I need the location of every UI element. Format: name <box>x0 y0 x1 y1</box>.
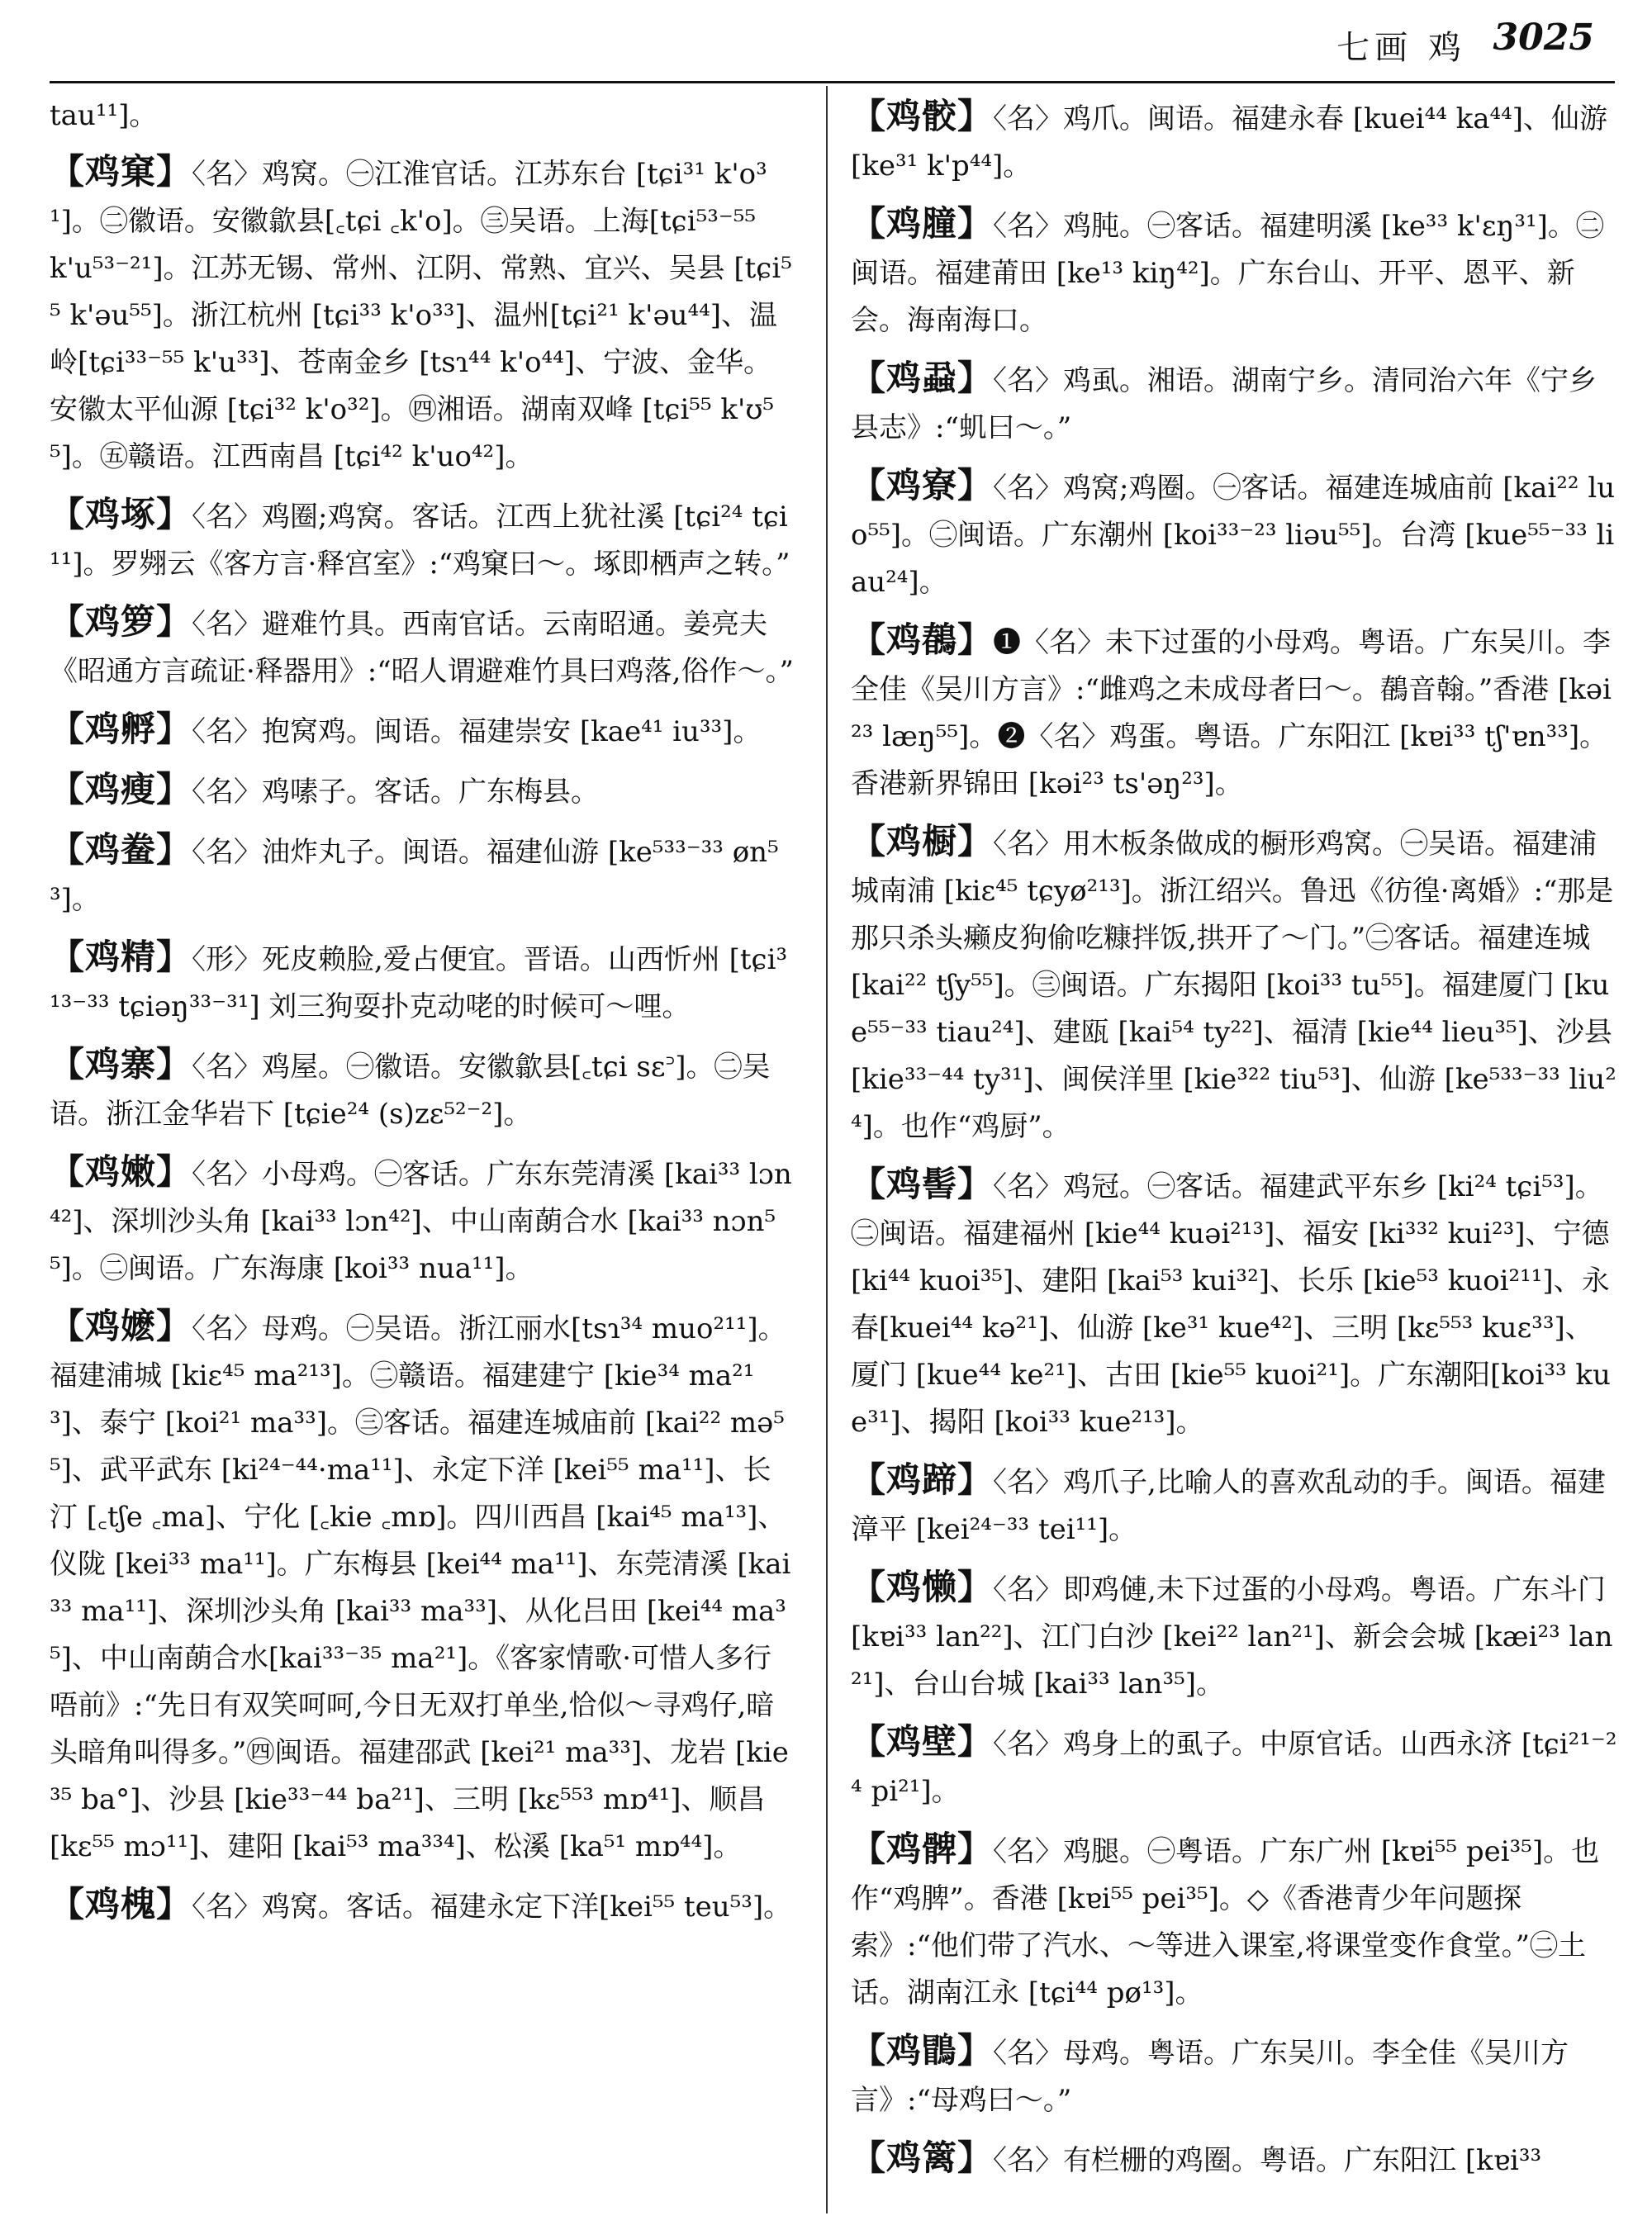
dictionary-entry <box>50 1041 795 1138</box>
entry-headword: 【鸡𪃑】 <box>851 2030 994 2071</box>
dictionary-entry <box>851 1160 1621 1446</box>
entry-headword: 【鸡窠】 <box>50 151 192 192</box>
entry-definition: 〈名〉母鸡。粤语。广东吴川。李全佳《吴川方言》:“母鸡曰～。” <box>851 2037 1569 2117</box>
header-rule <box>50 81 1615 83</box>
entry-headword: 【鸡嬷】 <box>50 1306 192 1346</box>
entry-definition: 〈名〉即鸡僆,未下过蛋的小母鸡。粤语。广东斗门 [kɐi³³ lan²²]、江门白沙 [kei²² lan²¹]、新会会城 [kæi²³ lan²¹]、台山台城 [kai³³ lan³⁵]。 <box>851 1573 1613 1701</box>
entry-definition: 〈名〉抱窝鸡。闽语。福建崇安 [kae⁴¹ iu³³]。 <box>192 715 762 748</box>
right-column <box>851 93 1621 2213</box>
dictionary-entry <box>851 2027 1621 2124</box>
entry-definition: 〈名〉避难竹具。西南官话。云南昭通。姜亮夫《昭通方言疏证·释器用》:“昭人谓避难竹具曰鸡落,俗作～。” <box>50 608 794 688</box>
entry-definition: 〈名〉鸡窝。客话。福建永定下洋[kei⁵⁵ teu⁵³]。 <box>192 1891 792 1924</box>
left-column <box>50 93 795 2213</box>
entry-definition: 〈名〉用木板条做成的橱形鸡窝。㊀吴语。福建浦城南浦 [kiɛ⁴⁵ tɕyø²¹³]。浙江绍兴。鲁迅《彷徨·离婚》:“那是那只杀头癞皮狗偷吃糠拌饭,拱开了～门。”㊁客话。福建连城 [kai²² tʃy⁵⁵]。㊂闽语。广东揭阳 [koi³³ tu⁵⁵]。福建厦门 [kue⁵⁵⁻³³ tiau²⁴]、建瓯 [kai⁵⁴ ty²²]、福清 [kie⁴⁴ lieu³⁵]、沙县 [kie³³⁻⁴⁴ ty³¹]、闽侯洋里 [kie³²² tiu⁵³]、仙游 [ke⁵³³⁻³³ liu²⁴]。也作“鸡厨”。 <box>851 828 1616 1143</box>
entry-headword: 【鸡蝨】 <box>851 358 994 398</box>
dictionary-entry <box>851 2134 1621 2185</box>
entry-definition: 〈名〉鸡嗉子。客话。广东梅县。 <box>192 776 600 809</box>
entry-definition: 〈名〉鸡肫。㊀客话。福建明溪 [ke³³ k'ɛŋ³¹]。㊁闽语。福建莆田 [ke¹³ kiŋ⁴²]。广东台山、开平、恩平、新会。海南海口。 <box>851 210 1604 337</box>
continuation-text: tau¹¹]。 <box>50 99 158 132</box>
dictionary-entry <box>50 933 795 1031</box>
entry-headword: 【鸡鲞】 <box>50 829 192 870</box>
dictionary-entry <box>50 1148 795 1293</box>
entry-definition: 〈名〉鸡虱。湘语。湖南宁乡。清同治六年《宁乡县志》:“虮曰～。” <box>851 364 1597 444</box>
column-divider <box>826 86 828 2213</box>
entry-headword: 【鸡膧】 <box>851 203 994 244</box>
dictionary-entry <box>851 93 1621 190</box>
entry-headword: 【鸡寨】 <box>50 1044 192 1084</box>
entry-headword: 【鸡槐】 <box>50 1884 192 1924</box>
entry-headword: 【鸡嫩】 <box>50 1151 192 1192</box>
dictionary-entry <box>50 826 795 923</box>
dictionary-entry <box>50 705 795 756</box>
dictionary-entry <box>50 1881 795 1931</box>
entry-headword: 【鸡懒】 <box>851 1567 994 1607</box>
entry-headword: 【鸡髀】 <box>851 1829 994 1869</box>
dictionary-entry <box>50 598 795 695</box>
page-number: 3025 <box>1493 17 1594 59</box>
dictionary-entry <box>851 354 1621 452</box>
entry-definition: 〈名〉鸡爪子,比喻人的喜欢乱动的手。闽语。福建漳平 [kei²⁴⁻³³ tei¹¹]。 <box>851 1466 1606 1546</box>
entry-headword: 【鸡㙇】 <box>50 494 192 534</box>
entry-headword: 【鸡瘦】 <box>50 769 192 809</box>
dictionary-entry <box>851 462 1621 606</box>
entry-definition: 〈名〉鸡窝;鸡圈。㊀客话。福建连城庙前 [kai²² luo⁵⁵]。㊁闽语。广东潮州 [koi³³⁻²³ liəu⁵⁵]。台湾 [kue⁵⁵⁻³³ liau²⁴]。 <box>851 472 1616 599</box>
dictionary-entry <box>851 1825 1621 2017</box>
dictionary-entry <box>50 148 795 481</box>
entry-headword: 【鸡篱】 <box>851 2137 994 2178</box>
dictionary-entry <box>851 200 1621 344</box>
entry-definition: 〈名〉油炸丸子。闽语。福建仙游 [ke⁵³³⁻³³ øn⁵³]。 <box>50 836 779 916</box>
entry-headword: 【鸡箩】 <box>50 601 192 642</box>
entry-definition: 〈名〉鸡爪。闽语。福建永春 [kuei⁴⁴ ka⁴⁴]、仙游 [ke³¹ k'p⁴⁴]。 <box>851 102 1608 183</box>
dictionary-entry <box>50 491 795 588</box>
entry-definition: 〈名〉鸡窝。㊀江淮官话。江苏东台 [tɕi³¹ k'o³¹]。㊁徽语。安徽歙县[꜀tɕi ꜀k'o]。㊂吴语。上海[tɕi⁵³⁻⁵⁵ k'u⁵³⁻²¹]。江苏无锡、常州、江阴、常熟、宜兴、吴县 [tɕi⁵⁵ k'əu⁵⁵]。浙江杭州 [tɕi³³ k'o³³]、温州[tɕi²¹ k'əu⁴⁴]、温岭[tɕi³³⁻⁵⁵ k'u³³]、苍南金乡 [tsɿ⁴⁴ k'o⁴⁴]、宁波、金华。安徽太平仙源 [tɕi³² k'o³²]。㊃湘语。湖南双峰 [tɕi⁵⁵ k'ʊ⁵⁵]。㊄赣语。江西南昌 [tɕi⁴² k'uo⁴²]。 <box>50 158 792 473</box>
entry-headword: 【鸡蹄】 <box>851 1459 994 1500</box>
entry-definition: 〈名〉小母鸡。㊀客话。广东东莞清溪 [kai³³ lɔn⁴²]、深圳沙头角 [kai³³ lɔn⁴²]、中山南蓢合水 [kai³³ nɔn⁵⁵]。㊁闽语。广东海康 [koi³³ nua¹¹]。 <box>50 1158 792 1285</box>
entry-definition: 〈名〉母鸡。㊀吴语。浙江丽水[tsɿ³⁴ muo²¹¹]。福建浦城 [kiɛ⁴⁵ ma²¹³]。㊁赣语。福建建宁 [kie³⁴ ma²¹³]、泰宁 [koi²¹ ma³³]。㊂客话。福建连城庙前 [kai²² mə⁵⁵]、武平武东 [ki²⁴⁻⁴⁴·ma¹¹]、永定下洋 [kei⁵⁵ ma¹¹]、长汀 [꜀tʃe ꜀ma]、宁化 [꜀kie ꜀mɒ]。四川西昌 [kai⁴⁵ ma¹³]、仪陇 [kei³³ ma¹¹]。广东梅县 [kei⁴⁴ ma¹¹]、东莞清溪 [kai³³ ma¹¹]、深圳沙头角 [kai³³ ma³³]、从化吕田 [kei⁴⁴ ma³⁵]、中山南蓢合水[kai³³⁻³⁵ ma²¹]。《客家情歌·可惜人多行唔前》:“先日有双笑呵呵,今日无双打单坐,恰似～寻鸡仔,暗头暗角叫得多。”㊃闽语。福建邵武 [kei²¹ ma³³]、龙岩 [kie³⁵ ba°]、沙县 [kie³³⁻⁴⁴ ba²¹]、三明 [kɛ⁵⁵³ mɒ⁴¹]、顺昌 [kɛ⁵⁵ mɔ¹¹]、建阳 [kai⁵³ ma³³⁴]、松溪 [ka⁵¹ mɒ⁴⁴]。 <box>50 1312 791 1863</box>
entry-definition: 〈名〉鸡腿。㊀粤语。广东广州 [kɐi⁵⁵ pei³⁵]。也作“鸡脾”。香港 [kɐi⁵⁵ pei³⁵]。◇《香港青少年问题探索》:“他们带了汽水、～等进入课室,将课堂变作食堂。”㊁土话。湖南江永 [tɕi⁴⁴ pø¹³]。 <box>851 1835 1600 2009</box>
dictionary-entry <box>851 818 1621 1151</box>
entry-definition: 〈名〉鸡身上的虱子。中原官话。山西永济 [tɕi²¹⁻²⁴ pi²¹]。 <box>851 1728 1617 1808</box>
entry-headword: 【鸡精】 <box>50 937 192 977</box>
dictionary-entry <box>50 1302 795 1871</box>
entry-definition: 〈名〉鸡圈;鸡窝。客话。江西上犹社溪 [tɕi²⁴ tɕi¹¹]。罗翙云《客方言·释宫室》:“鸡窠曰～。㙇即栖声之转。” <box>50 501 790 581</box>
entry-headword: 【鸡孵】 <box>50 709 192 749</box>
entry-definition: 〈名〉有栏栅的鸡圈。粤语。广东阳江 [kɐi³³ <box>993 2144 1542 2177</box>
dictionary-entry <box>851 1563 1621 1708</box>
dictionary-entry <box>851 1718 1621 1815</box>
entry-headword: 【鸡橱】 <box>851 821 994 861</box>
entry-definition: ❶〈名〉未下过蛋的小母鸡。粤语。广东吴川。李全佳《吴川方言》:“雌鸡之未成母者曰～。𪂹音翰。”香港 [kəi²³ læŋ⁵⁵]。❷〈名〉鸡蛋。粤语。广东阳江 [kɐi³³ tʃ'ɐn³³]。香港新界锦田 [kəi²³ ts'əŋ²³]。 <box>851 626 1612 800</box>
entry-headword: 【鸡壁】 <box>851 1721 994 1762</box>
running-head: 七画 鸡 <box>1336 29 1466 67</box>
entry-headword: 【鸡骹】 <box>851 96 994 136</box>
entry-definition: 〈形〉死皮赖脸,爱占便宜。晋语。山西忻州 [tɕi³¹³⁻³³ tɕiəŋ³³⁻³¹] 刘三狗耍扑克动咾的时候可～哩。 <box>50 943 788 1023</box>
dictionary-entry <box>50 766 795 816</box>
entry-headword: 【鸡髻】 <box>851 1164 994 1204</box>
page-header <box>0 0 1652 86</box>
entry-definition: 〈名〉鸡屋。㊀徽语。安徽歙县[꜀tɕi sɛ꜄]。㊁吴语。浙江金华岩下 [tɕie²⁴ (s)zɛ⁵²⁻²]。 <box>50 1051 771 1131</box>
entry-headword: 【鸡𪂹】 <box>851 619 994 660</box>
dictionary-entry <box>851 616 1621 808</box>
dictionary-entry <box>851 1456 1621 1554</box>
entry-definition: 〈名〉鸡冠。㊀客话。福建武平东乡 [ki²⁴ tɕi⁵³]。㊁闽语。福建福州 [kie⁴⁴ kuəi²¹³]、福安 [ki³³² kui²³]、宁德 [ki⁴⁴ kuoi³⁵]、建阳 [kai⁵³ kui³²]、长乐 [kie⁵³ kuoi²¹¹]、永春[kuei⁴⁴ kə²¹]、仙游 [ke³¹ kue⁴²]、三明 [kɛ⁵⁵³ kuɛ³³]、厦门 [kue⁴⁴ ke²¹]、古田 [kie⁵⁵ kuoi²¹]。广东潮阳[koi³³ kue³¹]、揭阳 [koi³³ kue²¹³]。 <box>851 1170 1611 1439</box>
entry-headword: 【鸡寮】 <box>851 465 994 505</box>
